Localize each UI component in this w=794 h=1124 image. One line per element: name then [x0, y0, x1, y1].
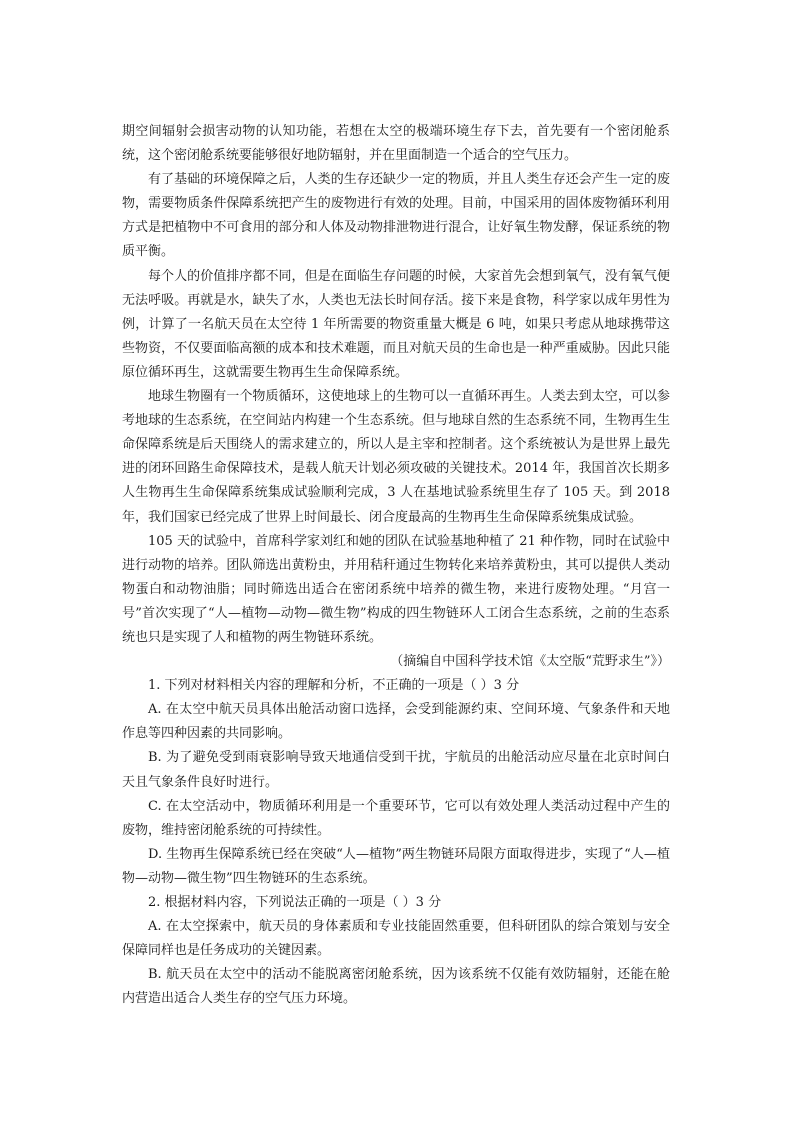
- option-b: B. 航天员在太空中的活动不能脱离密闭舱系统，因为该系统不仅能有效防辐射，还能在舱内营造出适合人类生存的空气压力环境。: [122, 967, 670, 1007]
- paragraph-continuation: 期空间辐射会损害动物的认知功能，若想在太空的极端环境生存下去，首先要有一个密闭舱系统，这个密闭舱系统要能够很好地防辐射，并在里面制造一个适合的空气压力。: [122, 124, 670, 164]
- question-1: [122, 674, 670, 891]
- option-a: A. 在太空探索中，航天员的身体素质和专业技能固然重要，但科研团队的综合策划与安全保障同样也是任务成功的关键因素。: [122, 919, 670, 959]
- paragraph: 地球生物圈有一个物质循环，这使地球上的生物可以一直循环再生。人类去到太空，可以参考地球的生态系统，在空间站内构建一个生态系统。但与地球自然的生态系统不同，生物再生生命保障系统是后天围绕人的需求建立的，所以人是主宰和控制者。这个系统被认为是世界上最先进的闭环回路生命保障技术，是载人航天计划必须攻破的关键技术。2014 年，我国首次长期多人生物再生生命保障系统集成试验顺利完成，3 人在基地试验系统里生存了 105 天。到 2018 年，我们国家已经完成了世界上时间最长、闭合度最高的生物再生生命保障系统集成试验。: [122, 389, 670, 525]
- question-stem: 1. 下列对材料相关内容的理解和分析，不正确的一项是（ ）3 分: [148, 678, 520, 694]
- question-2: [122, 891, 670, 1011]
- paragraph: 105 天的试验中，首席科学家刘红和她的团队在试验基地种植了 21 种作物，同时在试验中进行动物的培养。团队筛选出黄粉虫，并用秸秆通过生物转化来培养黄粉虫，其可以提供人类动物蛋白和动物油脂；同时筛选出适合在密闭系统中培养的微生物，来进行废物处理。“月宫一号”首次实现了“人—植物—动物—微生物”构成的四生物链环人工闭合生态系统，之前的生态系统也只是实现了人和植物的两生物链环系统。: [122, 533, 670, 645]
- option-d: D. 生物再生保障系统已经在突破“人—植物”两生物链环局限方面取得进步，实现了“人—植物—动物—微生物”四生物链环的生态系统。: [122, 846, 670, 886]
- option-a: A. 在太空中航天员具体出舱活动窗口选择，会受到能源约束、空间环境、气象条件和天地作息等四种因素的共同影响。: [122, 702, 670, 742]
- source-citation: （摘编自中国科学技术馆《太空版“荒野求生”》）: [390, 654, 670, 670]
- option-c: C. 在太空活动中，物质循环利用是一个重要环节，它可以有效处理人类活动过程中产生的废物，维持密闭舱系统的可持续性。: [122, 798, 670, 838]
- paragraph: 每个人的价值排序都不同，但是在面临生存问题的时候，大家首先会想到氧气，没有氧气便无法呼吸。再就是水，缺失了水，人类也无法长时间存活。接下来是食物，科学家以成年男性为例，计算了一名航天员在太空待 1 年所需要的物资重量大概是 6 吨，如果只考虑从地球携带这些物资，不仅要面临高额的成本和技术难题，而且对航天员的生命也是一种严重威胁。因此只能原位循环再生，这就需要生物再生生命保障系统。: [122, 268, 670, 380]
- question-stem: 2. 根据材料内容，下列说法正确的一项是（ ）3 分: [148, 895, 442, 910]
- paragraph: 有了基础的环境保障之后，人类的生存还缺少一定的物质，并且人类生存还会产生一定的废物，需要物质条件保障系统把产生的废物进行有效的处理。目前，中国采用的固体废物循环利用方式是把植物中不可食用的部分和人体及动物排泄物进行混合，让好氧生物发酵，保证系统的物质平衡。: [122, 172, 670, 260]
- document-page: [122, 120, 670, 1011]
- option-b: B. 为了避免受到雨衰影响导致天地通信受到干扰，宇航员的出舱活动应尽量在北京时间白天且气象条件良好时进行。: [122, 750, 670, 790]
